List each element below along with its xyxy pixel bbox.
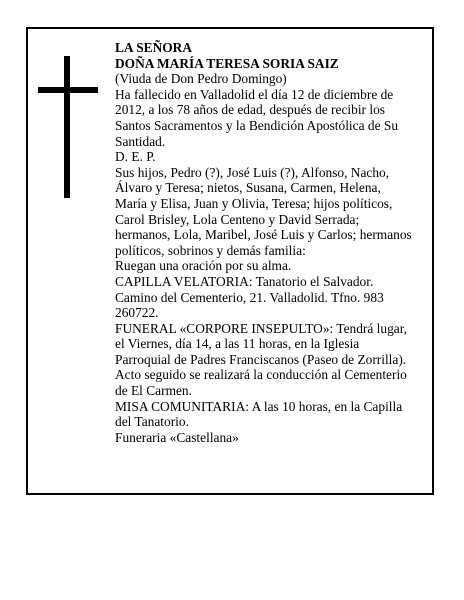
prayer-request: Ruegan una oración por su alma.: [115, 258, 292, 274]
death-announcement: Ha fallecido en Valladolid el día 12 de diciembre de 2012, a los 78 años de edad, después de recibir los Santos Sacramentos y la Bendición Apostólica de Su Santidad.: [115, 86, 399, 149]
cross-horizontal-bar: [38, 87, 98, 93]
subtitle: (Viuda de Don Pedro Domingo): [115, 71, 287, 87]
family-list: Sus hijos, Pedro (?), José Luis (?), Alfonso, Nacho, Álvaro y Teresa; nietos, Susana, Carmen, Helena, María y Elisa, Juan y Olivia, Teresa; hijos políticos, Carol Brisley, Lola Centeno y David Serrada; hermanos, Lola, Maribel, José Luis y Carlos; hermanos políticos, sobrinos y demás familia:: [115, 164, 412, 258]
funeral-home: Funeraria «Castellana»: [115, 429, 239, 445]
mass-info: MISA COMUNITARIA: A las 10 horas, en la Capilla del Tanatorio.: [115, 398, 403, 430]
rip-line: D. E. P.: [115, 149, 156, 165]
cross-icon: [38, 56, 98, 198]
chapel-info: CAPILLA VELATORIA: Tanatorio el Salvador. Camino del Cementerio, 21. Valladolid. Tfno. 983 260722.: [115, 273, 384, 321]
cross-vertical-bar: [64, 56, 70, 198]
title-line-1: LA SEÑORA: [115, 40, 193, 55]
title-line-2: DOÑA MARÍA TERESA SORIA SAIZ: [115, 55, 339, 71]
funeral-info: FUNERAL «CORPORE INSEPULTO»: Tendrá lugar, el Viernes, día 14, a las 11 horas, en la Iglesia Parroquial de Padres Franciscanos (Paseo de Zorrilla). Acto seguido se realizará la conducción al Cementerio de El Carmen.: [115, 320, 408, 399]
obituary-text: [115, 40, 415, 445]
